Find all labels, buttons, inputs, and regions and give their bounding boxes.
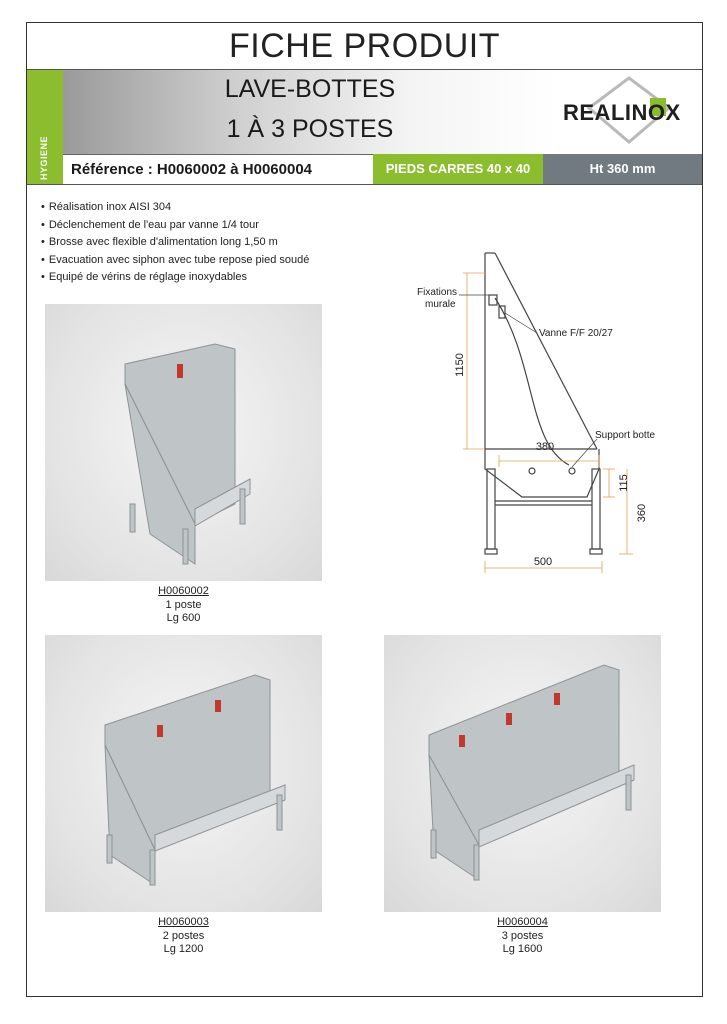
product-code: H0060003 <box>158 916 209 928</box>
washer-1-illustration <box>45 304 322 581</box>
reference-band <box>63 154 373 185</box>
product-length: Lg 1200 <box>163 943 204 955</box>
product-code: H0060004 <box>497 916 548 928</box>
washer-3-illustration <box>384 635 661 912</box>
product-photo-3 <box>384 635 661 912</box>
feature-item: • Evacuation avec siphon avec tube repose pied soudé <box>41 252 309 270</box>
product-length: Lg 1600 <box>502 943 543 955</box>
label-fixations: Fixations <box>417 287 458 298</box>
feature-item: • Déclenchement de l'eau par vanne 1/4 tour <box>41 217 309 235</box>
technical-drawing <box>387 243 687 573</box>
dim-legs: 360 <box>636 503 648 523</box>
product-caption-3 <box>384 916 661 957</box>
product-code: H0060002 <box>158 585 209 597</box>
product-photo-1 <box>45 304 322 581</box>
label-support: Support botte <box>595 430 656 441</box>
divider <box>27 184 702 185</box>
dim-height: 1150 <box>454 353 466 377</box>
feet-tag: PIEDS CARRES 40 x 40 <box>373 154 543 184</box>
product-length: Lg 600 <box>166 612 201 624</box>
dim-depth: 380 <box>535 441 555 453</box>
feature-item: • Réalisation inox AISI 304 <box>41 199 309 217</box>
brand-name: REALINOX <box>563 100 681 125</box>
feature-list <box>41 199 309 287</box>
label-vanne: Vanne F/F 20/27 <box>539 328 613 339</box>
category-label: HYGIENE <box>39 135 49 180</box>
brand-logo <box>557 70 702 154</box>
product-posts: 3 postes <box>501 929 544 942</box>
page-title: FICHE PRODUIT <box>27 23 702 70</box>
label-fixations-2: murale <box>425 299 456 310</box>
product-caption-1 <box>45 585 322 626</box>
product-name: LAVE-BOTTES <box>224 75 396 103</box>
product-caption-2 <box>45 916 322 957</box>
dim-basin: 115 <box>618 474 630 492</box>
category-strip <box>27 70 63 184</box>
height-tag: Ht 360 mm <box>543 154 702 184</box>
feature-item: • Equipé de vérins de réglage inoxydables <box>41 269 309 287</box>
feature-item: • Brosse avec flexible d'alimentation long 1,50 m <box>41 234 309 252</box>
product-photo-2 <box>45 635 322 912</box>
product-posts: 1 poste <box>165 598 202 611</box>
washer-2-illustration <box>45 635 322 912</box>
dim-width: 500 <box>533 556 553 568</box>
reference-text: Référence : H0060002 à H0060004 <box>71 161 313 178</box>
product-variant: 1 À 3 POSTES <box>226 115 394 143</box>
product-posts: 2 postes <box>162 929 205 942</box>
product-sheet <box>26 22 703 997</box>
